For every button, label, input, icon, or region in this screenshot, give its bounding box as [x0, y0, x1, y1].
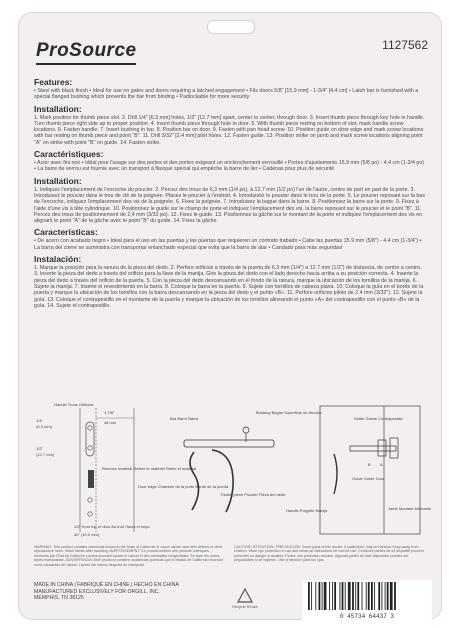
caracteristicas-body: • De acero con acabado negro • Ideal para el uso en las puertas y las puertas que requieren un contrato trabado • Cabe las puertas 15.9 mm (5/8") - 4.4 cm (1-3/4") • La barra del cierre se suministra con transportar enlanchado especial que evita que la barra de atar • Candado para más seguridad: [34, 238, 422, 251]
instructions-text: [34, 74, 426, 309]
made-in-line: MADE IN CHINA | FABRIQUÉ EN CHINE | HECHO EN CHINA: [34, 582, 179, 588]
barcode-bar: [382, 582, 383, 610]
caracteristiques-body: • Acier avec fini noir • Idéal pour l'usage sur des portes et des portes exigeant un enclenchement verrouillé • Portes d'ajustements 15,9 mm (5/8 po) - 4,4 cm (1-3/4 po) • La barre de verrou est fournie avec un transport à flasque spécial qui empêche la barre de lier • Cadenas pour plus de sécurité: [34, 160, 425, 173]
thumb-piece-label: Thumb piece Poucier Pieza del dedo: [220, 492, 286, 497]
barcode-bar: [352, 582, 354, 610]
recycle-icon: [236, 588, 254, 604]
barcode-bar: [378, 582, 380, 610]
instalacion-body: 1. Marque la posición para la ranura de la pieza del dedo. 2. Perfore orificios a través de la puerta de 6.3 mm (1/4") a 12.7 mm (1/2") de distancia, de centro a centro. 3. Inserte la pieza del dedo a través del orificio para la llave de la manija. Gire la pieza del dedo con el lado derecho hacia arriba a su posición correcta. 4. Inserte la pieza del dedo a través del orificio de la puerta. 5. Con la pieza del dedo descansando en el fondo de la ranura, marque la ubicación de los tornillos de la manija. 6. Sujete la manija. 7. Inserte el revestimiento en la barra. 8. Coloque la barra en la puerta. 9. Sujete con tornillos de cabeza plana. 10. Coloque la guía en el borde de la puerta y marque la ubicación de los tornillos con la barra descansando en la pieza del dedo y el punto «B». 11. Perfore orificios piloto de 2.4 mm (3/32"). 12. Sujete la guía. 13. Coloque el contrapestillo en el montante de la puerta y marque la ubicación de los tornillos alineando el punto «A» del contrapestillo con el punto «B» de la guía. 14. Sujete el contrapestillo.: [34, 265, 424, 309]
barcode-bar: [355, 582, 356, 610]
barcode-bar: [332, 582, 333, 610]
brand-underline: [36, 63, 136, 65]
installation-fr-body: 1. Indiquez l'emplacement de l'encoche du poucier. 2. Percez des trous de 6,3 mm (1/4 po), à 12,7 mm (1/2 po) l'un de l'autre, centre de part en part de la porte. 3. Introduisez le poucier dans le trou de clé de la poignée. Placez le poucier à l'endroit. 4. Introduisez le poucier dans le trou de la porte. 5. Le poucier reposant sur la bas de l'encoche, indiquez l'emplacement des vis de la poignée. 6. Fixez la poignée. 7. Introduisez la bague dans la barre. 8. Positionnez la barre sur la porte. 9. Fixez à l'aide d'une vis à tête cylindrique. 10. Positionnez le guide sur le champ de porte et indiquez l'emplacement des vis, la barre reposant sur le poucier et le point "B". 11. Percez des trous de positionnement de 2,4 mm (3/32 po). 12. Fixez le guide. 13. Positionnez la gâche sur le montant de la porte et indiquez l'emplacement des vis en alignant le point "A" de la gâche avec le point "B" du guide. 14. Fixez la gâche.: [34, 186, 425, 225]
barcode-bar: [324, 582, 327, 610]
dim-6-3mm: (6.3 mm): [36, 424, 52, 429]
features-body: • Steel with black finish • Ideal for use on gates and doors requiring a latched engagement • Fits doors 5/8" [15.9 mm] - 1-3/4" [4.4 cm] • Latch bar is furnished with a special flanged bushing which prevents the bar from binding • Padlockable for more security: [34, 88, 419, 101]
recycle-symbol: [232, 588, 258, 609]
dim-12-7mm: (12.7 mm): [36, 452, 55, 457]
package-card: [18, 12, 442, 620]
slot-note: 1/2" from top of door Au trou Hacia el hoyo: [74, 524, 150, 529]
handle-label: Handle Poignée Manija: [286, 508, 328, 513]
barcode-bar: [340, 582, 341, 610]
point-b: B: [368, 462, 371, 467]
handle-holes-label: Handle Trous Orificios: [54, 402, 94, 407]
drill-template: [36, 402, 229, 537]
bar-label: Bar Barre Barra: [170, 416, 199, 421]
barcode-bar: [319, 582, 321, 610]
installation-heading: Installation:: [34, 103, 82, 114]
barcode-bar: [366, 582, 367, 610]
barcode-bar: [345, 582, 346, 610]
latch-assembly-drawing: [170, 410, 328, 513]
barcode-bar: [390, 582, 393, 610]
upc-barcode: [302, 580, 432, 620]
barcode-bar: [308, 582, 310, 610]
installation-fr-heading: Installation:: [34, 175, 82, 186]
dim-1-2: 1/2": [36, 446, 43, 451]
dim-48mm: 48 mm: [104, 420, 117, 425]
barcode-bar: [329, 582, 330, 610]
address-line: MEMPHIS, TN 38125: [34, 595, 84, 602]
strike-label: Strike Gâche Contrapestillo: [354, 416, 403, 421]
barcode-bar: [311, 582, 312, 610]
bushing-label: Bushing Bague Superficie de fricción: [256, 410, 322, 415]
barcode-bar: [385, 582, 386, 610]
barcode-bar: [334, 582, 336, 610]
caracteristiques-heading: Caractéristiques:: [34, 149, 104, 160]
jamb-label: Jamb Montant Montante: [388, 506, 432, 511]
caution-text: CAUTION / ATTENTION / PRECAUCIÓN: Some parts of this device, if swallowed, may be harmful. Keep away from children. Wear eye protection in use and follow all instructions for correct use. Certaines parties de ce dispositif peuvent présenter un danger si avalées. Portez une protection oculaire. Algunas partes de este dispositivo pueden ser perjudiciales si se ingieren. Use protección para los ojos.: [234, 545, 424, 563]
guide-label: Guide Guide Guía: [352, 476, 385, 481]
instalacion-heading: Instalación:: [34, 254, 82, 265]
barcode-bar: [348, 582, 351, 610]
barcode-bar: [322, 582, 323, 610]
barcode-bar: [342, 582, 344, 610]
barcode-bar: [371, 582, 373, 610]
features-heading: Features:: [34, 77, 73, 87]
door-jamb-drawing: [320, 406, 432, 534]
barcode-bar: [374, 582, 375, 610]
hang-hole: [207, 20, 255, 34]
barcode-bar: [357, 582, 359, 610]
manufactured-for-line: MANUFACTURED EXCLUSIVELY FOR ORGILL, INC.: [34, 588, 160, 595]
barcode-number: 0 45734 64437 3: [339, 613, 395, 620]
recycle-label: Recycle Reuse: [232, 605, 258, 609]
prop65-warning: WARNING: This product contains chemicals known to the State of California to cause cancer and birth defects or other reproductive harm. Wash hands after handling. AVERTISSEMENT: Ce produit contient des produits chimiques reconnus par l'État de Californie comme pouvant causer le cancer et des anomalies congénitales. Se laver les mains après manipulation. ADVERTENCIA: Este producto contiene sustancias químicas que el estado de California reconoce como causantes de cáncer. Lávese las manos después de manipular.: [34, 545, 224, 567]
barcode-bar: [387, 582, 389, 610]
dim-1-4: 1/4": [36, 418, 43, 423]
door-edge-label: Door edge Chambre de la porte Borde de la puerta: [138, 484, 229, 489]
caracteristicas-heading: Características:: [34, 227, 98, 238]
remove-material-label: Remove material Retirer le matériel Retire el material: [102, 466, 197, 471]
dim-bottom: 40" (10.2 mm): [74, 532, 100, 537]
barcode-bar: [368, 582, 370, 610]
installation-diagram: [34, 400, 432, 540]
brand-logo: ProSource: [36, 40, 137, 61]
sku-number: 1127562: [382, 38, 428, 52]
point-a: A: [380, 462, 383, 467]
installation-body: 1. Mark position for thumb piece slot. 2. Drill 1/4" [6.3 mm] holes, 1/2" [12.7 mm] apart, center to center, through door. 3. Insert thumb piece through key hole in handle. Turn thumb piece right side up to proper position. 4. Insert thumb piece through hole in door. 5. With thumb piece resting on bottom of slot, mark handle screw locations. 6. Fasten handle. 7. Insert bushing in bar. 8. Position bar on door. 9. Fasten with pan head screw. 10. Position guide on door edge and mark screw locations with bar resting on thumb piece and point "B". 11. Drill 3/32" [2.4 mm] pilot holes. 12. Fasten guide. 13. Position strike on jamb and mark screw locations aligning point "A" on strike with point "B" on guide. 14. Fasten strike.: [34, 114, 425, 146]
manufacturer-info: [34, 582, 179, 602]
barcode-bar: [315, 582, 316, 610]
dim-1-7-8: 1-7/8": [104, 410, 115, 415]
barcode-bar: [362, 582, 363, 610]
barcode-bar: [394, 582, 396, 610]
